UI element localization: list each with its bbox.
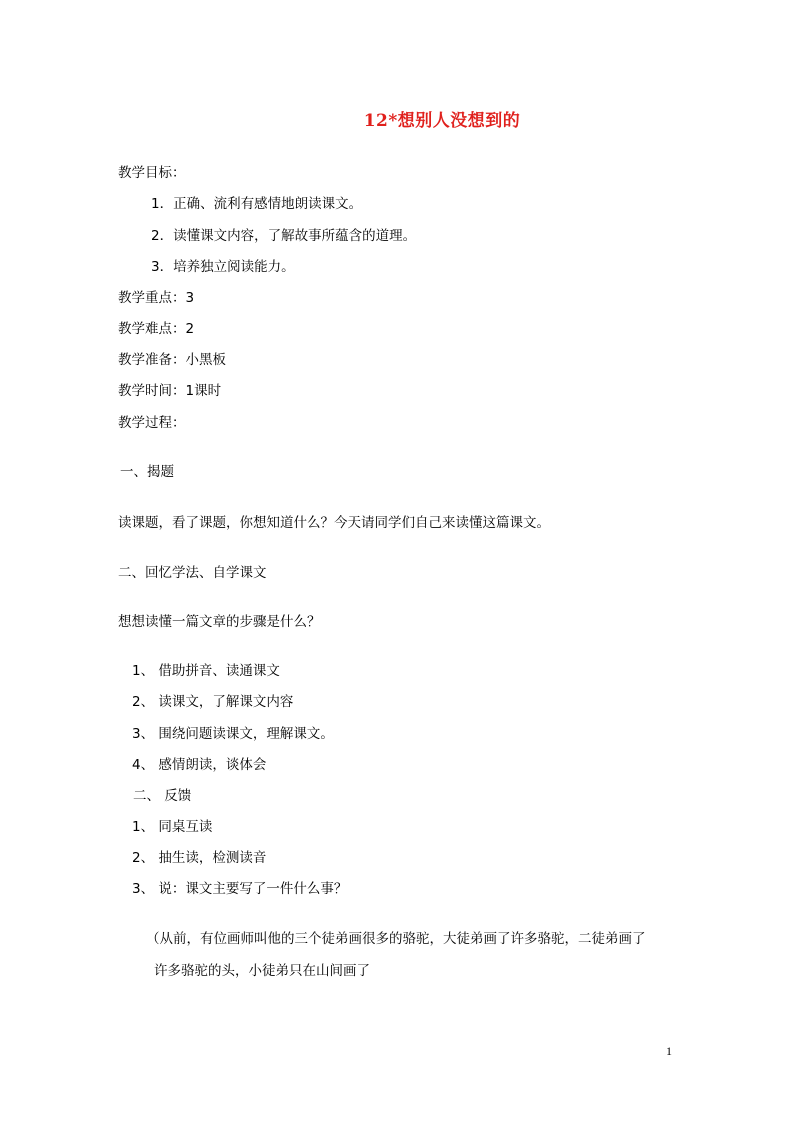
objective-item-1: 1．正确、流利有感情地朗读课文。	[151, 196, 363, 212]
feedback-item-3: 3、 说：课文主要写了一件什么事？	[132, 881, 348, 897]
section-objectives-heading: 教学目标：	[118, 165, 186, 181]
section-two-question: 想想读懂一篇文章的步骤是什么？	[118, 614, 321, 630]
objective-item-2: 2．读懂课文内容，了解故事所蕴含的道理。	[151, 228, 417, 244]
story-paragraph-line-2: 许多骆驼的头，小徒弟只在山间画了	[154, 963, 370, 979]
feedback-item-2: 2、 抽生读，检测读音	[132, 850, 267, 866]
difficult-points: 教学难点：2	[118, 321, 195, 337]
section-two-heading: 二、回忆学法、自学课文	[118, 565, 267, 581]
feedback-heading: 二、 反馈	[133, 788, 192, 804]
step-item-2: 2、 读课文，了解课文内容	[132, 694, 294, 710]
document-title: 12*想别人没想到的	[363, 111, 521, 131]
step-item-3: 3、 围绕问题读课文，理解课文。	[132, 726, 334, 742]
step-item-1: 1、 借助拼音、读通课文	[132, 663, 280, 679]
section-one-heading: 一、揭题	[120, 464, 174, 480]
story-paragraph-line-1: （从前，有位画师叫他的三个徒弟画很多的骆驼，大徒弟画了许多骆驼，二徒弟画了	[146, 931, 646, 947]
feedback-item-1: 1、 同桌互读	[132, 819, 213, 835]
teaching-time: 教学时间：1课时	[118, 383, 222, 399]
section-one-text: 读课题，看了课题，你想知道什么？今天请同学们自己来读懂这篇课文。	[118, 515, 550, 531]
process-heading: 教学过程：	[118, 415, 186, 431]
page-number: 1	[666, 1044, 672, 1058]
step-item-4: 4、 感情朗读，谈体会	[132, 757, 267, 773]
key-points: 教学重点：3	[118, 290, 195, 306]
preparation: 教学准备：小黑板	[118, 352, 226, 368]
objective-item-3: 3．培养独立阅读能力。	[151, 259, 295, 275]
